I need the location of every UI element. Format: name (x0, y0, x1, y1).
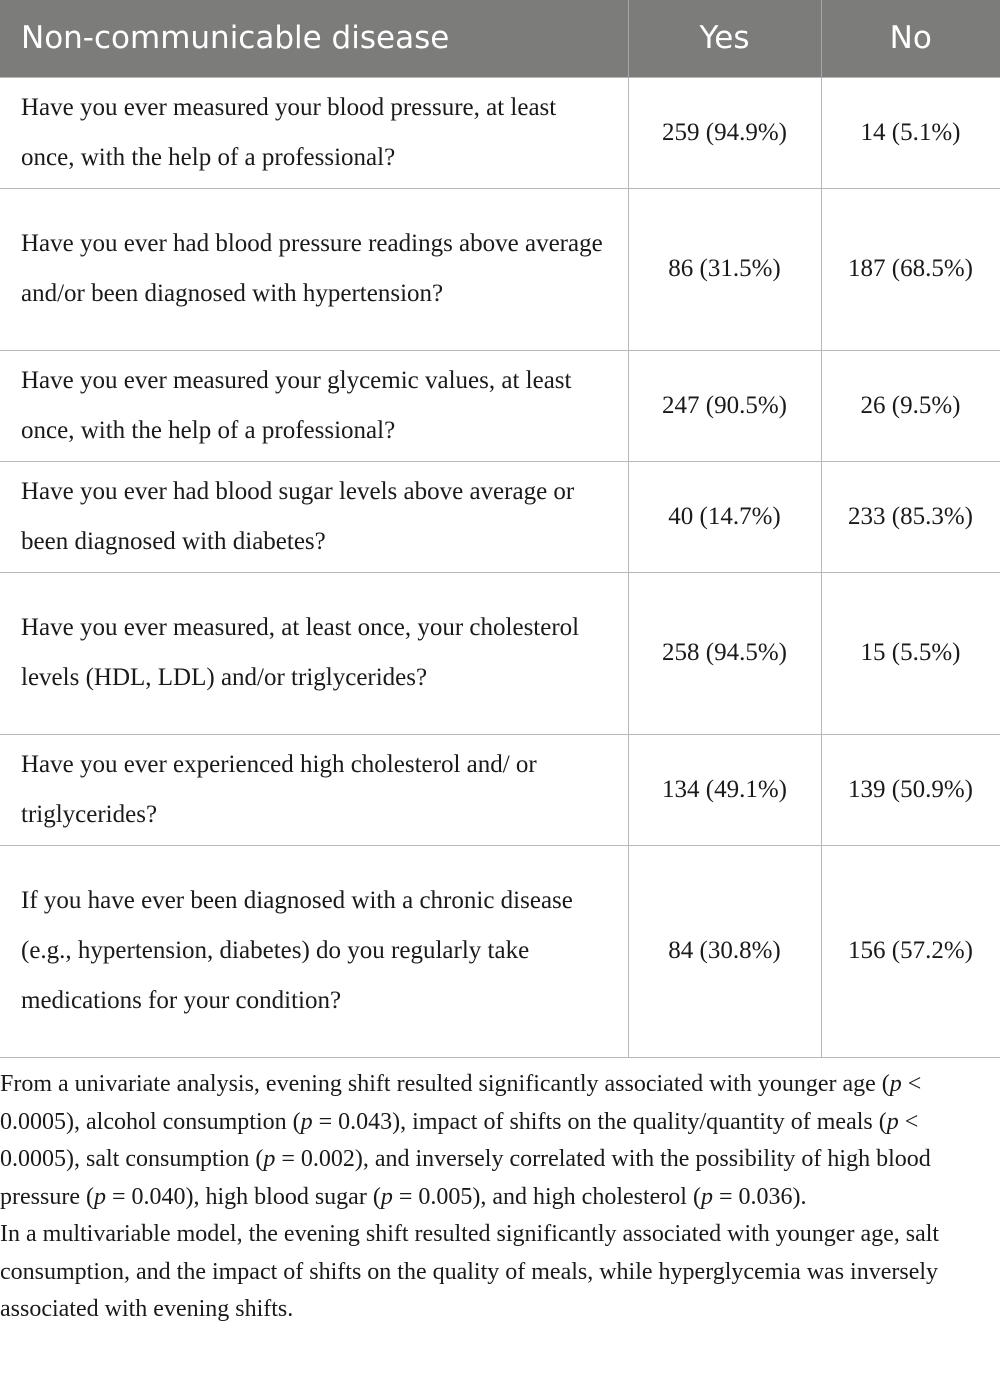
table-row (0, 572, 1000, 734)
yes-cell: 258 (94.5%) (628, 572, 821, 734)
question-cell: Have you ever measured your blood pressure, at least once, with the help of a professional? (0, 77, 628, 188)
question-cell: Have you ever measured, at least once, your cholesterol levels (HDL, LDL) and/or triglycerides? (0, 572, 628, 734)
table-row (0, 188, 1000, 350)
no-cell: 139 (50.9%) (821, 734, 1000, 845)
footnote-multivariable: In a multivariable model, the evening shift resulted significantly associated with younger age, salt consumption, and the impact of shifts on the quality of meals, while hyperglycemia was inversely associated with evening shifts. (0, 1221, 940, 1322)
question-cell: Have you ever measured your glycemic values, at least once, with the help of a professional? (0, 350, 628, 461)
no-cell: 187 (68.5%) (821, 188, 1000, 350)
table-row (0, 350, 1000, 461)
yes-cell: 134 (49.1%) (628, 734, 821, 845)
yes-cell: 259 (94.9%) (628, 77, 821, 188)
table-header-row (0, 0, 1000, 77)
p-symbol: p (263, 1146, 276, 1172)
no-cell: 15 (5.5%) (821, 572, 1000, 734)
no-cell: 156 (57.2%) (821, 845, 1000, 1057)
table-row (0, 734, 1000, 845)
yes-cell: 86 (31.5%) (628, 188, 821, 350)
p-symbol: p (300, 1108, 313, 1135)
header-yes: Yes (628, 0, 821, 77)
header-disease: Non-communicable disease (0, 0, 628, 77)
table-row (0, 461, 1000, 572)
table-footnotes (0, 1066, 990, 1329)
yes-cell: 84 (30.8%) (628, 845, 821, 1057)
header-no: No (821, 0, 1000, 77)
table-row (0, 845, 1000, 1057)
question-cell: Have you ever had blood pressure readings above average and/or been diagnosed with hypertension? (0, 188, 628, 350)
no-cell: 233 (85.3%) (821, 461, 1000, 572)
question-cell: Have you ever experienced high cholesterol and/ or triglycerides? (0, 734, 628, 845)
no-cell: 26 (9.5%) (821, 350, 1000, 461)
p-symbol: p (93, 1183, 106, 1210)
p-symbol: p (380, 1183, 393, 1210)
yes-cell: 247 (90.5%) (628, 350, 821, 461)
table-row (0, 77, 1000, 188)
p-symbol: p (700, 1183, 713, 1210)
no-cell: 14 (5.1%) (821, 77, 1000, 188)
question-cell: If you have ever been diagnosed with a chronic disease (e.g., hypertension, diabetes) do you regularly take medications for your condition? (0, 845, 628, 1057)
yes-cell: 40 (14.7%) (628, 461, 821, 572)
p-symbol: p (889, 1071, 902, 1097)
question-cell: Have you ever had blood sugar levels above average or been diagnosed with diabetes? (0, 461, 628, 572)
footnote-univariate: From a univariate analysis, evening shift resulted significantly associated with younger age (p < 0.0005), alcohol consumption (p = 0.043), impact of shifts on the quality/quantity of meals (p < 0.0005), salt consumption (p = 0.002), and inversely correlated with the possibility of high blood pressure (p = 0.040), high blood sugar (p = 0.005), and high cholesterol (p = 0.036). (0, 1071, 931, 1210)
p-symbol: p (886, 1108, 899, 1135)
